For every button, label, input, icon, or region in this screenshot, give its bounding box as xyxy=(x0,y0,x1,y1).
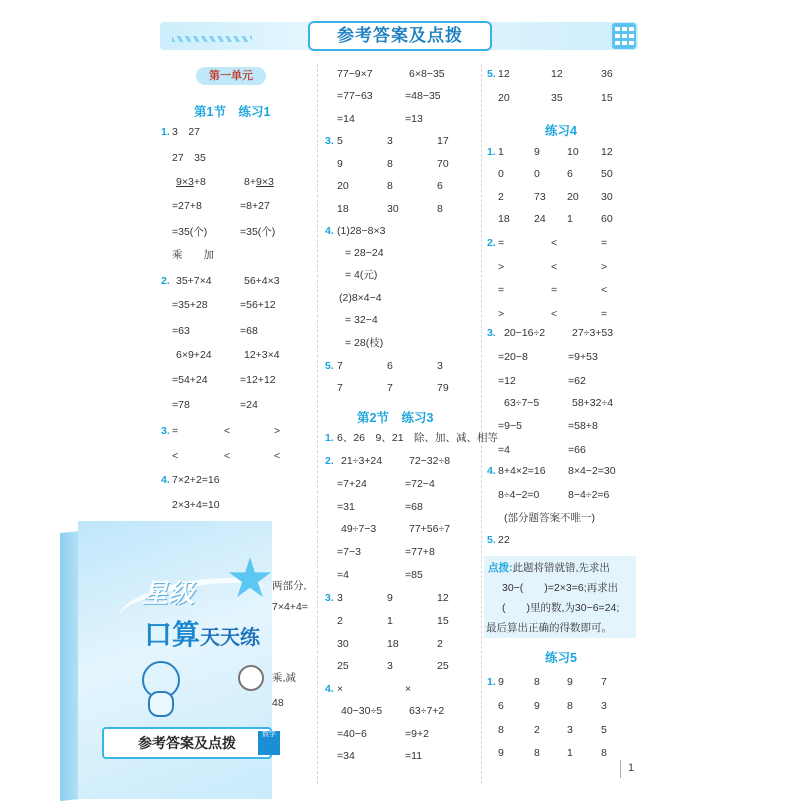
tip-line: 最后算出正确的得数即可。 xyxy=(486,622,612,634)
answer-text: =68 xyxy=(405,501,423,513)
question-number: 1. xyxy=(325,432,334,444)
answer-text: 60 xyxy=(601,213,613,225)
answer-text: 63÷7−5 xyxy=(504,397,540,409)
answer-text: =68 xyxy=(240,325,258,337)
question-number: 5. xyxy=(487,68,496,80)
answer-text: 9 xyxy=(337,158,343,170)
question-number: 5. xyxy=(487,534,496,546)
answer-text: =13 xyxy=(405,113,423,125)
answer-text: =62 xyxy=(568,375,586,387)
answer-text: 12 xyxy=(601,146,613,158)
answer-text: 6、26 9、21 除、加、减、相等 xyxy=(337,432,499,444)
tip-line: 点拨:此题将错就错,先求出 xyxy=(488,562,610,574)
answer-text: 73 xyxy=(534,191,546,203)
answer-text: =12+12 xyxy=(240,374,276,386)
answer-text: 3 27 xyxy=(172,126,201,138)
answer-text: =7+24 xyxy=(337,478,367,490)
answer-text: > xyxy=(498,261,505,273)
page-title: 参考答案及点拨 xyxy=(308,21,492,51)
answer-text: =40−6 xyxy=(337,728,367,740)
answer-text: = 4(元) xyxy=(345,269,378,281)
book-cover xyxy=(78,521,276,799)
answer-text: =20−8 xyxy=(498,351,528,363)
answer-text: 2 xyxy=(437,638,443,650)
answer-text: 58+32÷4 xyxy=(572,397,614,409)
answer-text: 0 xyxy=(498,168,504,180)
answer-text: =35(个) xyxy=(240,226,276,238)
answer-text: 8 xyxy=(387,180,393,192)
answer-text: < xyxy=(172,450,179,462)
answer-text: > xyxy=(498,308,505,320)
book-title-star-level: 星级 xyxy=(142,578,195,608)
question-number: 4. xyxy=(325,225,334,237)
answer-text: = xyxy=(498,284,505,296)
answer-text: 1 xyxy=(498,146,504,158)
section-heading: 练习5 xyxy=(545,651,577,665)
answer-text: 乘 加 xyxy=(172,249,214,261)
question-number: 2. xyxy=(325,455,334,467)
answer-text: < xyxy=(551,261,558,273)
answer-text: 6 xyxy=(567,168,573,180)
answer-text: =9−5 xyxy=(498,420,522,432)
answer-text: 7 xyxy=(601,676,607,688)
answer-text: 77−9×7 xyxy=(337,68,373,80)
answer-text: 8 xyxy=(387,158,393,170)
answer-text: =35+28 xyxy=(172,299,208,311)
answer-text: 7 xyxy=(337,360,343,372)
answer-text: = 28−24 xyxy=(345,247,384,259)
answer-text: 27 35 xyxy=(172,152,206,164)
answer-text: > xyxy=(274,425,281,437)
answer-text: =27+8 xyxy=(172,200,202,212)
answer-text: =77−63 xyxy=(337,90,373,102)
answer-text: 27÷3+53 xyxy=(572,327,614,339)
answer-text: 3 xyxy=(567,724,573,736)
answer-text: 9×3+8 xyxy=(176,176,206,188)
page-number-divider xyxy=(620,760,621,778)
answer-text: =31 xyxy=(337,501,355,513)
question-number: 4. xyxy=(487,465,496,477)
answer-text: =63 xyxy=(172,325,190,337)
answer-text: 72−32÷8 xyxy=(409,455,451,467)
answer-text: 3 xyxy=(387,660,393,672)
answer-text: 50 xyxy=(601,168,613,180)
answer-text: =35(个) xyxy=(172,226,208,238)
answer-text: 15 xyxy=(437,615,449,627)
answer-text: 8+4×2=16 xyxy=(498,465,546,477)
answer-text: =14 xyxy=(337,113,355,125)
answer-text: 8÷4−2=0 xyxy=(498,489,540,501)
answer-text: 3 xyxy=(337,592,343,604)
answer-text: 49÷7−3 xyxy=(341,523,377,535)
book-title-main: 口算天天练 xyxy=(144,619,261,650)
answer-text: 9 xyxy=(387,592,393,604)
answer-text: 2 xyxy=(534,724,540,736)
question-number: 4. xyxy=(325,683,334,695)
answer-text: 9 xyxy=(498,747,504,759)
answer-text: 20 xyxy=(337,180,349,192)
question-number: 3. xyxy=(325,592,334,604)
answer-text: 6 xyxy=(437,180,443,192)
tip-line: 30−( )=2×3=6;再求出 xyxy=(502,582,619,594)
answer-text: =72−4 xyxy=(405,478,435,490)
answer-text: 6×8−35 xyxy=(409,68,445,80)
answer-text: 18 xyxy=(498,213,510,225)
answer-text: = xyxy=(172,425,179,437)
answer-text: =58+8 xyxy=(568,420,598,432)
answer-text: 两部分, xyxy=(272,580,307,592)
answer-text: < xyxy=(274,450,281,462)
book-footer-title: 参考答案及点拨 xyxy=(102,727,272,759)
answer-text: =24 xyxy=(240,399,258,411)
section-heading: 练习4 xyxy=(545,124,577,138)
answer-text: 77+56÷7 xyxy=(409,523,451,535)
answer-text: 40−30÷5 xyxy=(341,705,383,717)
question-number: 3. xyxy=(487,327,496,339)
answer-text: =54+24 xyxy=(172,374,208,386)
answer-text: 21÷3+24 xyxy=(341,455,383,467)
answer-text: =11 xyxy=(405,750,423,762)
mascot-body-icon xyxy=(148,691,174,717)
answer-text: 36 xyxy=(601,68,613,80)
column-divider xyxy=(317,64,318,784)
section-heading: 第2节 练习3 xyxy=(357,411,434,425)
answer-text: 1 xyxy=(567,213,573,225)
answer-text: 2 xyxy=(498,191,504,203)
answer-text: 7×2+2=16 xyxy=(172,474,220,486)
calculator-icon xyxy=(612,23,636,49)
unit-label: 第一单元 xyxy=(196,67,266,85)
answer-text: 30 xyxy=(601,191,613,203)
answer-text: < xyxy=(224,425,231,437)
question-number: 3. xyxy=(161,425,170,437)
answer-text: × xyxy=(405,683,412,695)
answer-text: = xyxy=(601,237,608,249)
answer-text: 8×4−2=30 xyxy=(568,465,616,477)
answer-text: 9 xyxy=(534,700,540,712)
answer-text: 17 xyxy=(437,135,449,147)
answer-text: 8 xyxy=(534,676,540,688)
answer-text: (部分题答案不唯一) xyxy=(504,512,595,524)
answer-text: =48−35 xyxy=(405,90,441,102)
answer-text: < xyxy=(551,308,558,320)
answer-text: 8−4÷2=6 xyxy=(568,489,610,501)
answer-text: < xyxy=(601,284,608,296)
answer-text: =78 xyxy=(172,399,190,411)
question-number: 1. xyxy=(487,146,496,158)
answer-text: 8 xyxy=(601,747,607,759)
answer-text: 30 xyxy=(387,203,399,215)
answer-text: 9 xyxy=(498,676,504,688)
answer-text: (1)28−8×3 xyxy=(337,225,386,237)
answer-text: < xyxy=(224,450,231,462)
answer-text: 63÷7+2 xyxy=(409,705,445,717)
answer-text: =66 xyxy=(568,444,586,456)
answer-text: =12 xyxy=(498,375,516,387)
answer-text: 5 xyxy=(337,135,343,147)
answer-text: 20 xyxy=(567,191,579,203)
answer-text: 35+7×4 xyxy=(176,275,212,287)
answer-text: =7−3 xyxy=(337,546,361,558)
question-number: 2. xyxy=(487,237,496,249)
answer-text: 30 xyxy=(337,638,349,650)
answer-text: = xyxy=(551,284,558,296)
answer-text: 3 xyxy=(601,700,607,712)
answer-text: 9 xyxy=(534,146,540,158)
answer-text: = xyxy=(601,308,608,320)
answer-text: 20−16÷2 xyxy=(504,327,546,339)
seal-icon xyxy=(238,665,264,691)
question-number: 4. xyxy=(161,474,170,486)
answer-text: 12 xyxy=(437,592,449,604)
answer-text: 15 xyxy=(601,92,613,104)
answer-text: 乘,减 xyxy=(272,672,296,684)
answer-text: 6×9+24 xyxy=(176,349,212,361)
answer-text: > xyxy=(601,261,608,273)
question-number: 1. xyxy=(487,676,496,688)
section-heading: 第1节 练习1 xyxy=(194,105,271,119)
answer-text: =77+8 xyxy=(405,546,435,558)
answer-text: 18 xyxy=(337,203,349,215)
answer-text: =34 xyxy=(337,750,355,762)
answer-text: 1 xyxy=(387,615,393,627)
answer-text: =8+27 xyxy=(240,200,270,212)
answer-text: =56+12 xyxy=(240,299,276,311)
answer-text: =85 xyxy=(405,569,423,581)
answer-text: 56+4×3 xyxy=(244,275,280,287)
page-number: 1 xyxy=(628,762,635,774)
answer-text: 8 xyxy=(437,203,443,215)
answer-text: 7 xyxy=(337,382,343,394)
book-cover-image xyxy=(60,521,276,799)
answer-text: 24 xyxy=(534,213,546,225)
answer-text: 35 xyxy=(551,92,563,104)
tip-box xyxy=(484,556,636,638)
answer-text: =9+53 xyxy=(568,351,598,363)
answer-text: 25 xyxy=(337,660,349,672)
answer-text: 12 xyxy=(498,68,510,80)
answer-text: 8 xyxy=(534,747,540,759)
column-divider xyxy=(481,64,482,784)
answer-text: 2×3+4=10 xyxy=(172,499,220,511)
answer-text: 1 xyxy=(567,747,573,759)
answer-text: =9+2 xyxy=(405,728,429,740)
tip-line: ( )里的数,为30−6=24; xyxy=(502,602,620,614)
answer-text: 8 xyxy=(567,700,573,712)
answer-text: = 28(枝) xyxy=(345,337,384,349)
answer-text: 0 xyxy=(534,168,540,180)
answer-text: 22 xyxy=(498,534,510,546)
subject-badge: 数学 xyxy=(258,731,280,755)
answer-text: < xyxy=(551,237,558,249)
answer-text: 2 xyxy=(337,615,343,627)
answer-text: 7×4+4= xyxy=(272,601,308,613)
answer-text: 9 xyxy=(567,676,573,688)
answer-text: 25 xyxy=(437,660,449,672)
book-spine xyxy=(60,531,80,801)
answer-text: 79 xyxy=(437,382,449,394)
answer-text: × xyxy=(337,683,344,695)
answer-text: 12+3×4 xyxy=(244,349,280,361)
answer-text: 12 xyxy=(551,68,563,80)
answer-text: 18 xyxy=(387,638,399,650)
answer-text: 6 xyxy=(387,360,393,372)
answer-text: 70 xyxy=(437,158,449,170)
question-number: 5. xyxy=(325,360,334,372)
question-number: 3. xyxy=(325,135,334,147)
answer-text: 3 xyxy=(437,360,443,372)
answer-text: 6 xyxy=(498,700,504,712)
answer-text: 8+9×3 xyxy=(244,176,274,188)
answer-text: = xyxy=(498,237,505,249)
question-number: 1. xyxy=(161,126,170,138)
answer-text: =4 xyxy=(498,444,510,456)
answer-text: 8 xyxy=(498,724,504,736)
answer-text: = 32−4 xyxy=(345,314,378,326)
answer-text: (2)8×4−4 xyxy=(339,292,382,304)
answer-text: =4 xyxy=(337,569,349,581)
answer-text: 7 xyxy=(387,382,393,394)
answer-text: 20 xyxy=(498,92,510,104)
answer-text: 48 xyxy=(272,697,284,709)
header-stripes xyxy=(172,36,252,42)
question-number: 2. xyxy=(161,275,170,287)
answer-text: 3 xyxy=(387,135,393,147)
answer-text: 5 xyxy=(601,724,607,736)
answer-text: 10 xyxy=(567,146,579,158)
